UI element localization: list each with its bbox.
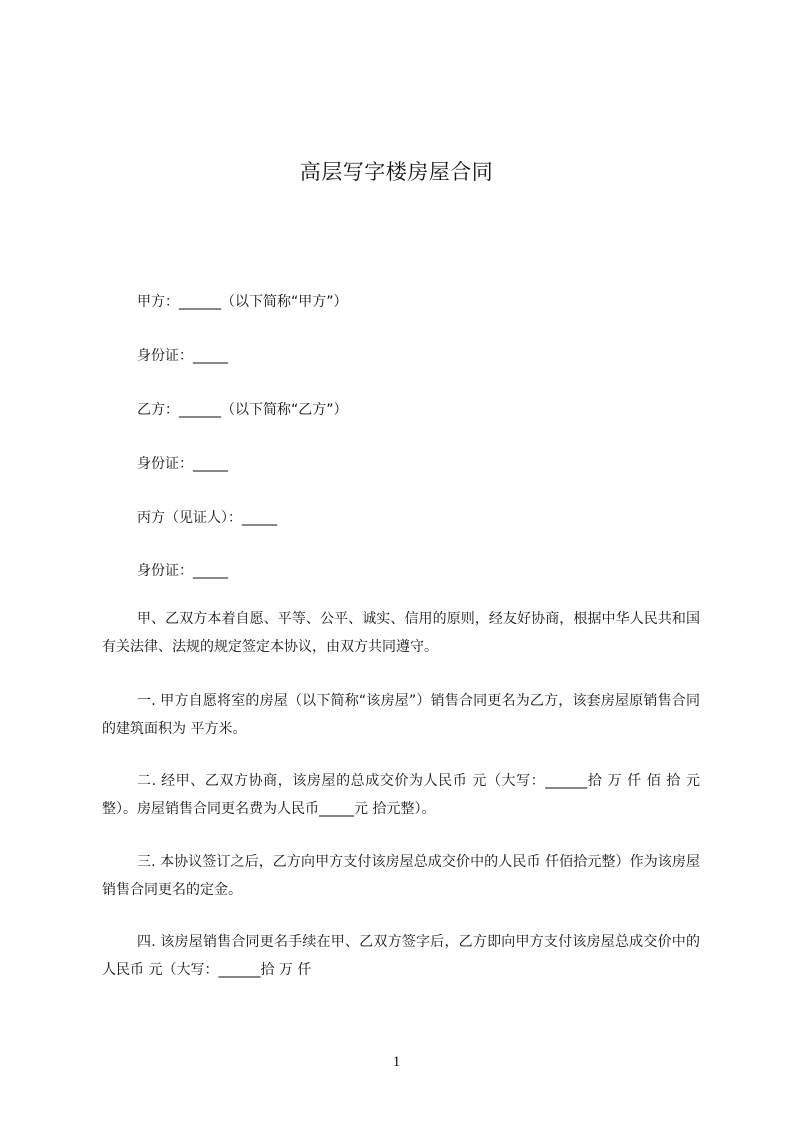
clause-2-paragraph: 二. 经甲、乙双方协商，该房屋的总成交价为人民币 元（大写：______拾 万 仟 佰 拾 元整）。房屋销售合同更名费为人民币_____元 拾元整）。 (102, 773, 700, 817)
party-c-id-line: 身份证：_____ (137, 563, 228, 579)
document-title: 高层写字楼房屋合同 (299, 160, 494, 185)
clause-3-paragraph: 三. 本协议签订之后，乙方向甲方支付该房屋总成交价中的人民币 仟佰拾元整）作为该房屋销售合同更名的定金。 (102, 854, 700, 898)
clause-1-paragraph: 一. 甲方自愿将室的房屋（以下简称“该房屋”）销售合同更名为乙方，该套房屋原销售合同的建筑面积为 平方米。 (102, 693, 700, 737)
preamble-paragraph: 甲、乙双方本着自愿、平等、公平、诚实、信用的原则，经友好协商，根据中华人民共和国有关法律、法规的规定签定本协议，由双方共同遵守。 (102, 611, 700, 655)
party-b-line: 乙方：______（以下简称“乙方”） (137, 402, 348, 418)
party-a-id-line: 身份证：_____ (137, 348, 228, 364)
party-a-line: 甲方：______（以下简称“甲方”） (137, 294, 348, 310)
party-b-id-line: 身份证：_____ (137, 456, 228, 472)
party-c-witness-line: 丙方（见证人）：_____ (137, 510, 277, 526)
page-number: 1 (392, 1054, 401, 1070)
clause-4-paragraph: 四. 该房屋销售合同更名手续在甲、乙双方签字后，乙方即向甲方支付该房屋总成交价中的人民币 元（大写：______拾 万 仟 (102, 934, 700, 978)
